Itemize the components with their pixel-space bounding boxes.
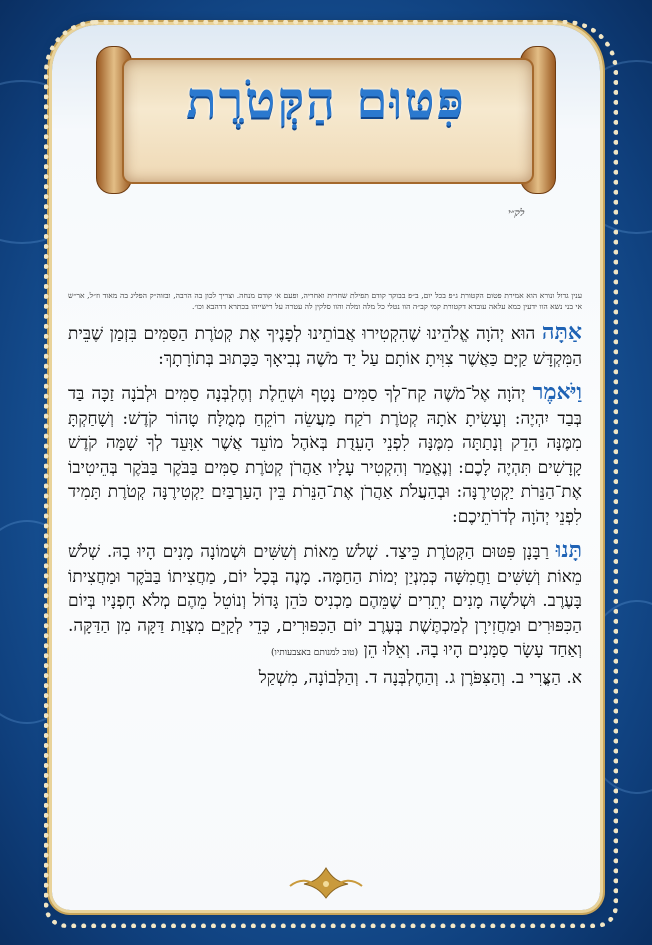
- spice-list-line: [68, 666, 582, 691]
- paragraph-opener: וַיֹּאמֶר: [532, 379, 583, 405]
- paragraph-vayomer: [68, 380, 582, 529]
- paragraph-text: יְהֹוָה אֶל־מֹשֶׁה קַח־לְךָ סַמִּים נָטָף וּשְׁחֵלֶת וְחֶלְבְּנָה סַמִּים וּלְבֹנָה זַכָּה בַּד בְּבַד יִהְיֶה: וְעָשִׂיתָ אֹתָהּ קְטֹרֶת רֹקַח מַעֲשֵׂה רוֹקֵחַ מְמֻלָּח טָהוֹר קֹדֶשׁ: וְשָׁחַקְתָּ מִמֶּנָּה הָדֵק וְנָתַתָּה מִמֶּנָּה לִפְנֵי הָעֵדֻת בְּאֹהֶל מוֹעֵד אֲשֶׁר אִוָּעֵד לְךָ שָׁמָּה קֹדֶשׁ קָדָשִׁים תִּהְיֶה לָכֶם: וְנֶאֱמַר וְהִקְטִיר עָלָיו אַהֲרֹן קְטֹרֶת סַמִּים בַּבֹּקֶר בַּבֹּקֶר בְּהֵיטִיבוֹ אֶת־הַנֵּרֹת יַקְטִירֶנָּה: וּבְהַעֲלֹת אַהֲרֹן אֶת־הַנֵּרֹת בֵּין הָעַרְבַּיִם יַקְטִירֶנָּה קְטֹרֶת תָּמִיד לִפְנֵי יְהֹוָה לְדֹרֹתֵיכֶם:: [68, 384, 582, 527]
- paragraph-text: רַבָּנָן פִּטּוּם הַקְּטֹרֶת כֵּיצַד. שְׁלֹשׁ מֵאוֹת וְשִׁשִּׁים וּשְׁמוֹנָה מָנִים הָיוּ בָהּ. שְׁלֹשׁ מֵאוֹת וְשִׁשִּׁים וַחֲמִשָּׁה כְּמִנְיַן יְמוֹת הַחַמָּה. מָנֶה בְּכָל יוֹם, מַחֲצִיתוֹ בַּבֹּקֶר וּמַחֲצִיתוֹ בָּעֶרֶב. וּשְׁלֹשָׁה מָנִים יְתֵרִים שֶׁמֵּהֶם מַכְנִיס כֹּהֵן גָּדוֹל וְנוֹטֵל מֵהֶם מְלֹא חָפְנָיו בְּיוֹם הַכִּפּוּרִים וּמַחֲזִירָן לְמַכְתֶּשֶׁת בְּעֶרֶב יוֹם הַכִּפּוּרִים, כְּדֵי לְקַיֵּם מִצְוַת דַּקָּה מִן הַדַּקָּה. וְאַחַד עָשָׂר סַמָּנִים הָיוּ בָהּ. וְאֵלּוּ הֵן: [68, 542, 582, 660]
- prayer-body: [68, 320, 582, 699]
- title-scroll-banner: [92, 40, 560, 198]
- paragraph-opener: אַתָּה: [541, 319, 583, 345]
- paragraph-opener: תָּנוּ: [555, 537, 582, 563]
- corner-note: לק״י: [508, 208, 525, 219]
- paragraph-text: א. הַצֳּרִי ב. וְהַצִּפֹּרֶן ג. וְהַחֶלְבְּנָה ד. וְהַלְּבוֹנָה, מִשְׁקַל: [258, 667, 582, 688]
- counting-note: (טוב למנותם באצבעותיו): [271, 648, 359, 658]
- paragraph-ata: [68, 320, 582, 371]
- gold-ornament-icon: [286, 864, 366, 902]
- intro-text: ענין גדול ונורא הוא אמירת פטום הקטורת ג״פ בכל יום, ב״פ בבוקר קודם תפילת שחרית ואחריה, ופעם א׳ קודם מנחה. וצריך לכון בה הרבה, ובזוה״ק הפליג בה מאוד וז״ל, אר״ש אי בני נשא הוו ידעין כמא עלאה עובדא דקטורת קמי קב״ה הוו נטלי כל מלה ומלה והוו סלקין לה עטרה על רישייהו בכתרא דדהבא וכו׳.: [68, 291, 582, 311]
- paragraph-tanu: [68, 538, 582, 666]
- paragraph-text: הוּא יְהֹוָה אֱלֹהֵינוּ שֶׁהִקְטִירוּ אֲבוֹתֵינוּ לְפָנֶיךָ אֶת קְטֹרֶת הַסַּמִּים בִּזְמַן שֶׁבֵּית הַמִּקְדָּשׁ קַיָּם כַּאֲשֶׁר צִוִּיתָ אוֹתָם עַל יַד מֹשֶׁה נְבִיאָךְ כַּכָּתוּב בְּתוֹרָתָךְ:: [68, 324, 582, 369]
- page-title: פִּטּוּם הַקְּטֹרֶת: [186, 70, 466, 129]
